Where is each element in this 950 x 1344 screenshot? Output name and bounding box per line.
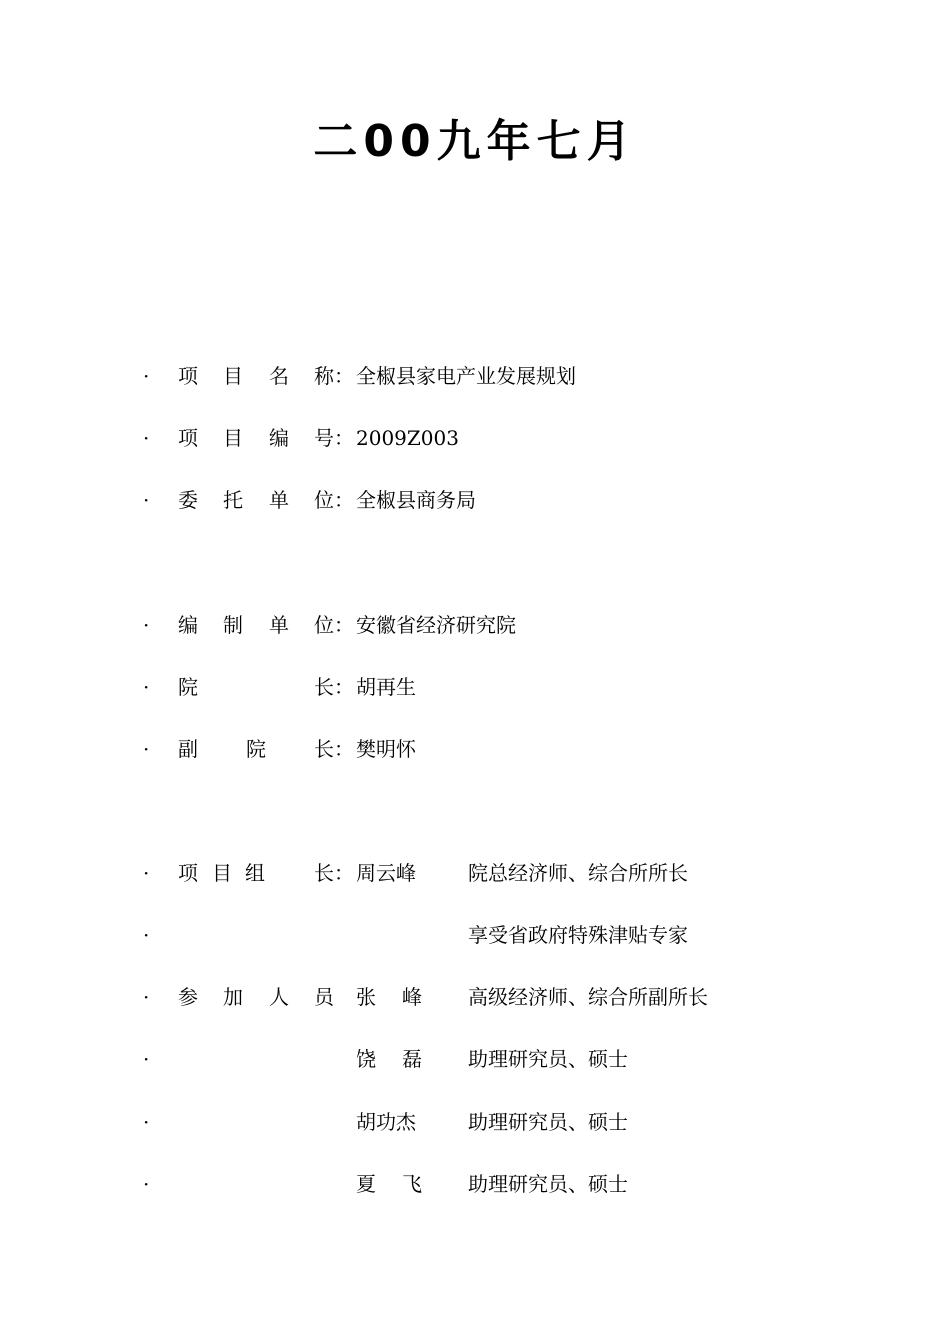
- member-title: 助理研究员、硕士: [468, 1172, 628, 1196]
- bullet: ·: [143, 364, 150, 388]
- team-leader-title: 院总经济师、综合所所长: [468, 861, 688, 885]
- bullet: ·: [143, 675, 150, 699]
- client-value: 全椒县商务局: [356, 488, 476, 512]
- colon: ：: [334, 861, 354, 885]
- bullet: ·: [143, 488, 150, 512]
- team-leader-extra-row: [0, 920, 950, 950]
- bullet: ·: [143, 923, 150, 947]
- project-number-value: 2009Z003: [356, 426, 459, 450]
- team-member-row: · 夏 飞 助理研究员、硕士: [0, 1169, 950, 1199]
- vice-president-row: · 副 院 长 ： 樊明怀: [0, 734, 950, 764]
- team-leader-extra-title: 享受省政府特殊津贴专家: [468, 923, 688, 947]
- member-name: 胡功杰: [356, 1110, 416, 1134]
- bullet: ·: [143, 1047, 150, 1071]
- project-name-value: 全椒县家电产业发展规划: [356, 364, 576, 388]
- team-member-row: · 参 加 人 员 张 峰 高级经济师、综合所副所长: [0, 982, 950, 1012]
- bullet: ·: [143, 861, 150, 885]
- bullet: ·: [143, 613, 150, 637]
- president-value: 胡再生: [356, 675, 416, 699]
- bullet: ·: [143, 1172, 150, 1196]
- compiler-value: 安徽省经济研究院: [356, 613, 516, 637]
- colon: ：: [334, 426, 354, 450]
- project-number-row: · 项 目 编 号 ： 2009Z003: [0, 423, 950, 453]
- bullet: ·: [143, 737, 150, 761]
- colon: ：: [334, 737, 354, 761]
- client-row: · 委 托 单 位 ： 全椒县商务局: [0, 485, 950, 515]
- compiler-row: · 编 制 单 位 ： 安徽省经济研究院: [0, 610, 950, 640]
- colon: ：: [334, 675, 354, 699]
- team-member-row: · 饶 磊 助理研究员、硕士: [0, 1044, 950, 1074]
- team-leader-row: · 项 目 组 长 ： 周云峰 院总经济师、综合所所长: [0, 858, 950, 888]
- document-date-title: 二00九年七月: [313, 116, 637, 167]
- project-name-row: · 项 目 名 称 ： 全椒县家电产业发展规划: [0, 361, 950, 391]
- vice-president-value: 樊明怀: [356, 737, 416, 761]
- member-title: 助理研究员、硕士: [468, 1110, 628, 1134]
- member-title: 助理研究员、硕士: [468, 1047, 628, 1071]
- member-title: 高级经济师、综合所副所长: [468, 985, 708, 1009]
- colon: ：: [334, 364, 354, 388]
- bullet: ·: [143, 1110, 150, 1134]
- team-member-row: [0, 1107, 950, 1137]
- team-leader-name: 周云峰: [356, 861, 416, 885]
- bullet: ·: [143, 426, 150, 450]
- colon: ：: [334, 488, 354, 512]
- president-row: · 院 长 ： 胡再生: [0, 672, 950, 702]
- bullet: ·: [143, 985, 150, 1009]
- colon: ：: [334, 613, 354, 637]
